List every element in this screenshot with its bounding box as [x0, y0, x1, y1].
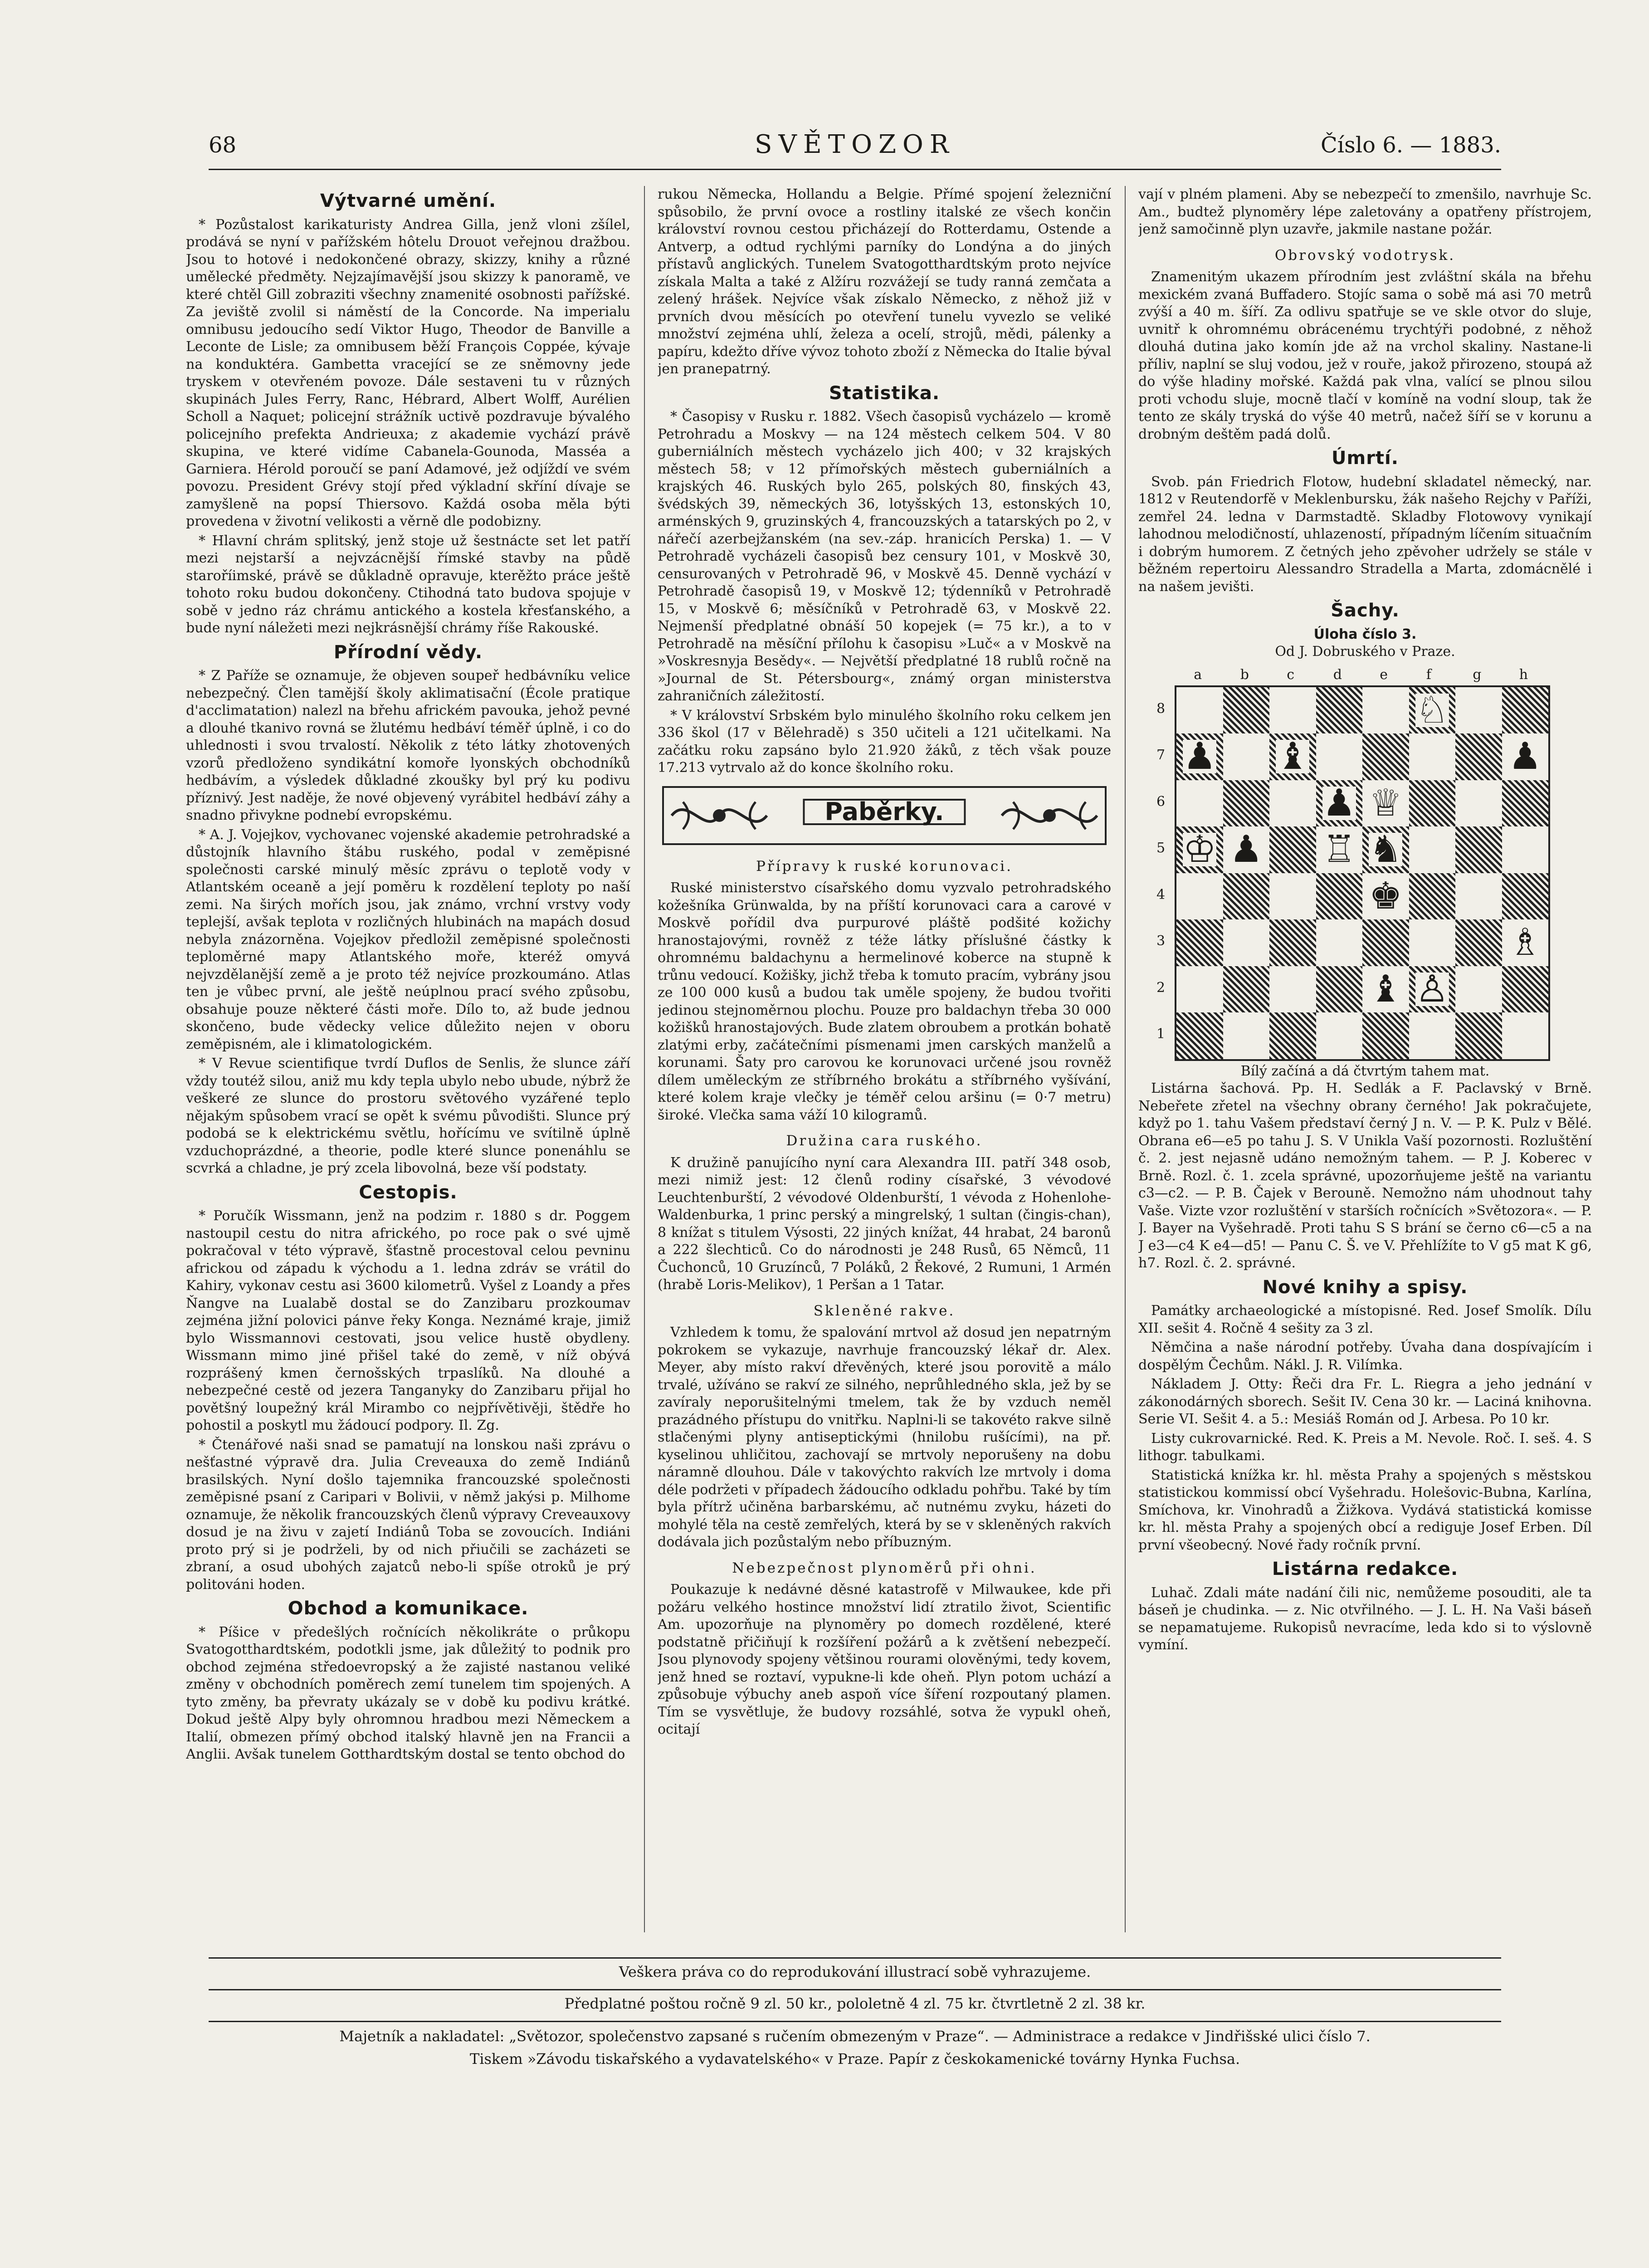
board-square: [1455, 780, 1502, 827]
board-square: [1269, 1012, 1316, 1059]
rank-label: 3: [1156, 933, 1166, 949]
column-middle: [658, 186, 1111, 1946]
file-label: a: [1194, 666, 1202, 683]
article-paragraph: Památky archaeologické a místopisné. Red. Josef Smolík. Dílu XII. sešit 4. Ročně 4 sešity za 3 zl.: [1138, 1303, 1592, 1336]
board-square: [1455, 687, 1502, 734]
rank-label: 1: [1156, 1026, 1166, 1042]
section-heading: Skleněné rakve.: [813, 1302, 956, 1319]
board-square: [1316, 687, 1363, 734]
chess-piece-icon: ♟: [1322, 781, 1356, 825]
board-square: [1269, 873, 1316, 920]
article-paragraph: Nákladem J. Otty: Řeči dra Fr. L. Riegra a jeho jednání v zákonodárných sborech. Sešit IV. Cena 30 kr. — Laciná knihovna. Serie VI. Sešit 4. a 5.: Mesiáš Román od J. Arbesa. Po 10 kr.: [1138, 1376, 1592, 1427]
file-label: f: [1426, 666, 1431, 683]
publisher-info: Majetník a nakladatel: „Světozor, společenstvo zapsané s ručením obmezeným v Praze“. — Administrace a redakce v Jindřišské ulici číslo 7.: [339, 2028, 1371, 2045]
printer-info: Tiskem »Závodu tiskařského a vydavatelského« v Praze. Papír z českokamenické továrny Hynka Fuchsa.: [469, 2050, 1240, 2068]
article-paragraph: Poukazuje k nedávné děsné katastrofě v Milwaukee, kde při požáru velkého hostince množství lidí ztratilo život, Scientific Am. upozorňuje na plynoměry po domech rozdělené, které podstatně přičiňují k rozšíření požárů a k zvětšení nebezpečí. Jsou plynovody spojeny většinou rourami olověnými, tedy kovem, jenž hned se roztaví, vypukne-li kde oheň. Plyn potom uchází a způsobuje výbuchy aneb aspoň více šíření rozpoutaný plamen. Tím se vysvětluje, že budovy rozsáhlé, sotva že vypukl oheň, ocitají: [658, 1582, 1111, 1737]
page-header: [209, 132, 1501, 164]
rank-label: 7: [1156, 747, 1166, 763]
board-square: [1316, 873, 1363, 920]
article-paragraph: Znamenitým ukazem přírodním jest zvláštní skála na břehu mexickém zvaná Buffadero. Stojíc sama o sobě má asi 70 metrů zvýší a 40 m. šíří. Za odlivu spatřuje se ve skle otvor do sluje, uvnitř k ohromnému obrácenému trychtýři podobné, z něhož dlouhá dutina jako komín jde až na vrchol skaliny. Nastane-li příliv, naplní se sluj vodou, jež v rouře, jakož přirozeno, stoupá až do výše hladiny mořské. Každá pak vlna, valící se plnou silou proti vchodu sluje, mocně tlačí v komíně na vodní sloup, tak že tento ze skály tryská do výše 40 metrů, načež šíří se v korunu a drobným deštěm padá dolů.: [1138, 269, 1592, 442]
section-heading: Přípravy k ruské korunovaci.: [756, 858, 1013, 875]
rank-label: 6: [1156, 793, 1166, 810]
board-square: [1316, 919, 1363, 966]
article-paragraph: Vzhledem k tomu, že spalování mrtvol až dosud jen nepatrným pokrokem se vykazuje, navrhuje francouzský lékař dr. Alex. Meyer, aby místo rakví dřevěných, které jsou porovitě a málo trvalé, užíváno se rakví ze silného, neprůhledného skla, jež by se zavíraly neporušitelnými tmelem, tak že by vzduch neměl prazádného přístupu do vnitřku. Naplni-li se takovéto rakve silně stlačenými plyny antiseptickými (hnilobu rušícími), na př. kyselinou uhličitou, zachovají se mrtvoly neporušeny na dobu náramně dlouhou. Dále v takovýchto rakvích lze mrtvoly i doma déle podržeti v případech žádoucího odkladu pohřbu. Také by tím byla přítrž učiněna barbarskému, ač nutnému zvyku, házeti do mohylé těla na cestě zemřelých, která by se v skleněných rakvích dodávala jich pozůstalým nebo příbuzným.: [658, 1325, 1111, 1550]
board-square: [1223, 873, 1270, 920]
section-heading: Přírodní vědy.: [333, 641, 483, 663]
chess-piece-icon: ♝: [1369, 967, 1402, 1011]
board-square: [1362, 687, 1409, 734]
issue-number: Číslo 6. — 1883.: [1321, 132, 1501, 158]
board-square: [1269, 826, 1316, 873]
board-square: [1362, 1012, 1409, 1059]
board-square: [1409, 1012, 1456, 1059]
article-paragraph: Svob. pán Friedrich Flotow, hudební skladatel německý, nar. 1812 v Reutendorfě v Meklenbursku, žák našeho Rejchy v Paříži, zemřel 24. ledna v Darmstadtě. Skladby Flotowovy vynikají lahodnou melodičností, uhlazeností, případným líčením situačním i dobrým humorem. Z četných jeho zpěvoher udržely se stále v běžném repertoiru Alessandro Stradella a Marta, zdomácnělé i na našem jevišti.: [1138, 474, 1592, 595]
article-paragraph: vají v plném plameni. Aby se nebezpečí to zmenšilo, navrhuje Sc. Am., budtež plynoměry lépe zaletovány a opatřeny přístrojem, jenž samočinně plyn uzavře, jakmile nastane požár.: [1138, 186, 1592, 237]
article-paragraph: Ruské ministerstvo císařského domu vyzvalo petrohradského kožešníka Grünwalda, by na příští korunovaci cara a carové v Moskvě pořídil dva purpurové pláště podšité kožichy hranostajovými, rovněž z téže látky příslušné částky k ohromnému baldachynu a hermelinové koberce na stupně k trůnu vedoucí. Kožišky, jichž třeba k tomuto pracím, vybrány jsou ze 100 000 kusů a budou tak uměle spojeny, že budou tvořiti jedinou stejnoměrnou plochu. Pouze pro baldachyn třeba 30 000 kožišků hranostajových. Bude zlatem obroubem a protkán bohatě zlatými erby, začátečními písmenami jmen carských manželů a korunami. Šaty pro carovou ke korunovaci určené jsou rovněž dílem uměleckým ze stříbrného brokátu a stříbrného vyšívání, které kolem kraje vlečky je téměř celou aršinu (= 0·7 metru) široké. Vlečka sama váží 10 kilogramů.: [658, 880, 1111, 1123]
file-label: e: [1380, 666, 1388, 683]
chess-piece-icon: ♝: [1276, 735, 1309, 778]
board-square: [1269, 687, 1316, 734]
chess-board: [1175, 685, 1550, 1061]
chess-diagram: [1138, 664, 1592, 1063]
section-heading: Obrovský vodotrysk.: [1274, 247, 1456, 264]
board-square: [1316, 1012, 1363, 1059]
article-paragraph: Listárna šachová. Pp. H. Sedlák a F. Paclavský v Brně. Nebeřete zřetel na všechny obrany černého! Jak pokračujete, když po 1. tahu Vašem představí černý J n. V. — P. K. Pulz v Bělé. Obrana e6—e5 po tahu J. S. V Unikla Vaší pozornosti. Rozluštění č. 2. jest nejasně udáno nemožným tahem. — P. J. Koberec v Brně. Rozl. č. 1. zcela správné, upozorňujeme ještě na variantu c3—c2. — P. B. Čajek v Berouně. Nemožno nám uhodnout tahy Vaše. Vizte vzor rozluštění v starších ročnících »Světozora«. — P. J. Bayer na Vyšehradě. Proti tahu S S brání se černo c6—c5 a na J e3—c4 K e4—d5! — Panu C. Š. ve V. Přehlížíte to V g5 mat K g6, h7. Rozl. č. 2. správné.: [1138, 1080, 1592, 1271]
board-square: [1409, 826, 1456, 873]
chess-piece-icon: ♖: [1322, 828, 1356, 871]
board-square: [1409, 873, 1456, 920]
chess-piece-icon: ♞: [1369, 828, 1402, 871]
footer-rule: [209, 2021, 1501, 2022]
board-square: [1409, 780, 1456, 827]
board-square: [1502, 873, 1549, 920]
board-square: [1176, 780, 1223, 827]
chess-piece-icon: ♟: [1183, 735, 1216, 778]
section-heading: Úmrtí.: [1332, 448, 1399, 469]
article-paragraph: * Hlavní chrám splitský, jenž stoje už šestnácte set let patří mezi nejstarší a nejvzácnější římské stavby na půdě staroříimské, právě se důkladně opravuje, kterěžto práce ještě tohoto roku budou dokončeny. Ctihodná tato budova spojuje v sobě v jedno ráz chrámu antického a kostela křesťanského, a bude nyní náležeti mezi nejkrásnější chrámy říše Rakouské.: [186, 533, 630, 636]
board-square: [1455, 966, 1502, 1013]
board-square: [1362, 733, 1409, 780]
column-left: [186, 186, 630, 1946]
board-square: [1223, 687, 1270, 734]
board-square: [1316, 966, 1363, 1013]
board-square: [1269, 919, 1316, 966]
chess-caption: Bílý začíná a dá čtvrtým tahem mat.: [1240, 1063, 1490, 1079]
board-square: [1223, 1012, 1270, 1059]
section-heading: Nebezpečnost plynoměrů při ohni.: [732, 1559, 1037, 1576]
subscription-info: Předplatné poštou ročně 9 zl. 50 kr., pololetně 4 zl. 75 kr. čtvrtletně 2 zl. 38 kr.: [564, 1995, 1146, 2012]
ornament-icon: [1000, 792, 1099, 839]
section-heading: Nové knihy a spisy.: [1262, 1276, 1468, 1298]
column-right: [1138, 186, 1592, 1946]
file-label: g: [1473, 666, 1482, 683]
article-paragraph: * V Revue scientifique tvrdí Duflos de Senlis, že slunce září vždy toutéž silou, aniž mu kdy tepla ubylo nebo ubude, nýbrž že veškeré ze slunce do prostoru světového vyzářené teplo nějakým spůsobem vrací se opět k svému původišti. Slunce prý podobá se k elektrickému světlu, hořícímu ve svítilně úplně vzduchoprázdné, a theorie, podle které slunce ponenáhlu se scvrká a chladne, je prý zcela libovolná, beze vší podstaty.: [186, 1056, 630, 1176]
board-square: [1455, 1012, 1502, 1059]
column-divider: [644, 186, 645, 1932]
page-number: 68: [209, 132, 237, 158]
article-paragraph: Listy cukrovarnické. Red. K. Preis a M. Nevole. Roč. I. seš. 4. S lithogr. tabulkami.: [1138, 1430, 1592, 1464]
section-heading: Obchod a komunikace.: [288, 1598, 529, 1619]
article-paragraph: * V království Srbském bylo minulého školního roku celkem jen 336 škol (17 v Bělehradě) s 350 učiteli a 121 učitelkami. Na začátku roku zapsáno bylo 21.920 žáků, z těch však pouze 17.213 vytrvalo až do konce školního roku.: [658, 707, 1111, 776]
board-square: [1223, 780, 1270, 827]
article-paragraph: * Časopisy v Rusku r. 1882. Všech časopisů vycházelo — kromě Petrohradu a Moskvy — na 124 městech celkem 504. V 80 guberniálních městech vycházelo jich 400; v 32 krajských městech 58; v 12 přímořských městech guberniálních a krajských 46. Ruských bylo 265, polských 80, finských 43, švédských 39, německých 36, lotyšských 13, estonských 10, arménských 9, gruzinských 4, francouzských a tatarských po 2, v nářečí azerbejžanském (na sev.-záp. hranicích Perska) 1. — V Petrohradě vycházeli časopisů bez censury 101, v Moskvě 30, censurovaných v Petrohradě 96, v Moskvě 45. Denně vychází v Petrohradě časopisů 19, v Moskvě 12; týdenníků v Petrohradě 15, v Moskvě 6; měsíčníků v Petrohradě 63, v Moskvě 22. Nejmenší předplatné obnáší 50 kopejek (= 75 kr.), a to v Petrohradě na měsíční přílohu k časopisu »Luč« a v Moskvě na »Voskresnyja Besědy«. — Největší předplatné 18 rublů ročně na »Journal de St. Pétersbourg«, známý organ ministerstva zahraničních záležitostí.: [658, 409, 1111, 704]
rank-label: 8: [1156, 700, 1166, 717]
board-square: [1176, 1012, 1223, 1059]
board-square: [1176, 687, 1223, 734]
chess-piece-icon: ♟: [1229, 828, 1263, 871]
chess-problem-title: Úloha číslo 3.: [1313, 626, 1417, 642]
article-paragraph: * A. J. Vojejkov, vychovanec vojenské akademie petrohradské a důstojník hlavního štábu ruského, podal v zeměpisné společnosti carské minulý měsíc zprávu o teplotě vody v Atlantském oceaně a její poměru k rozdělení teploty po naší zemi. Na širých mořích jsou, jak známo, vrchní vrstvy vody teplejší, avšak teplota v rozličných hlubinách na mapách dosud nebyla znázorněna. Vojejkov předložil zeměpisné společnosti teploměrné mapy Atlantského moře, kteréž omyvá nejvzdělanější země a je proto též nejvíce prozkoumáno. Atlas ten je vůbec první, ale ještě neúplnou prací svého způsobu, obsahuje pouze některé části moře. Dílo to, až bude jednou skončeno, bude vědecky velice důležito nejen v oboru zeměpisném, ale i klimatologickém.: [186, 826, 630, 1052]
board-square: [1223, 919, 1270, 966]
board-square: [1409, 733, 1456, 780]
rank-label: 2: [1156, 979, 1166, 996]
file-label: c: [1287, 666, 1295, 683]
board-square: [1223, 966, 1270, 1013]
masthead: SVĚTOZOR: [755, 130, 955, 159]
section-heading: Šachy.: [1331, 600, 1400, 621]
chess-piece-icon: ♟: [1508, 735, 1542, 778]
article-paragraph: * Čtenářové naši snad se pamatují na lonskou naši zprávu o nešťastné výpravě dra. Julia Creveauxa do země Indiánů brasilských. Nyní došlo tajemnika francouzské společnosti zeměpisné psaní z Caripari v Bolivii, v němž jakýsi p. Milhome oznamuje, že několik francouzských členů výpravy Creveauxovy dosud je na živu v zajetí Indiánů Toba se zovoucích. Indiáni proto prý si je podrželi, by od nich přiučili se zacházeti se zbraní, a osud ubohých zajatců nebo-li spíše otroků je prý politováni hoden.: [186, 1437, 630, 1593]
section-heading: Listárna redakce.: [1272, 1559, 1459, 1579]
article-paragraph: K družině panujícího nyní cara Alexandra III. patří 348 osob, mezi nimiž jest: 12 členů rodiny císařské, 3 vévodové Leuchtenburští, 2 vévodové Oldenburští, 1 vévoda z Hohenlohe-Waldenburka, 1 princ perský a mingrelský, 1 sultan (čingis-chan), 8 knížat s titulem Výsosti, 22 jiných knížat, 44 hrabat, 24 baronů a 222 šlechticů. Co do národnosti je 248 Rusů, 65 Němců, 11 Čuchonců, 10 Gruzínců, 7 Poláků, 2 Řekové, 2 Rumuni, 1 Armén (hrabě Loris-Melikov), 1 Peršan a 1 Tatar.: [658, 1154, 1111, 1293]
section-heading: Cestopis.: [359, 1182, 458, 1203]
chess-problem-author: Od J. Dobruského v Praze.: [1275, 644, 1455, 660]
paberky-banner: [662, 786, 1107, 845]
board-square: [1502, 780, 1549, 827]
section-heading: Statistika.: [829, 382, 940, 404]
board-square: [1362, 919, 1409, 966]
board-square: [1502, 687, 1549, 734]
board-square: [1502, 1012, 1549, 1059]
article-paragraph: * Z Paříže se oznamuje, že objeven soupeř hedbávníku velice nebezpečný. Člen tamější školy aklimatisační (École pratique d'acclimatation) nalezl na břehu africkém pavouka, jehož pevné a dlouhé tkanivo rovná se žlutému hedbáví téměř úplně, i co do uhlednosti i svou trvalostí. Několik z této látky zhotovených vzorů předloženo syndikátní komoře lyonských obchodníků hedbávím, a výsledek důkladné zkoušky byl prý ku podivu příznivý. Jest naděje, že nové objevený vyrábitel hedbáví záhy a snadno přivykne podnebí evropskému.: [186, 668, 630, 823]
chess-piece-icon: ♕: [1369, 781, 1402, 825]
board-square: [1316, 733, 1363, 780]
header-rule: [209, 169, 1501, 170]
footer-rule: [209, 1989, 1501, 1990]
chess-piece-icon: ♙: [1415, 967, 1449, 1011]
banner-title: Paběrky.: [803, 799, 966, 826]
rights-notice: Veškera práva co do reprodukování illustrací sobě vyhrazujeme.: [619, 1963, 1091, 1980]
footer-rule: [209, 1957, 1501, 1959]
board-square: [1409, 919, 1456, 966]
article-paragraph: * Píšice v předešlých ročnících několikráte o průkopu Svatogotthardtském, podotkli jsme, jak důležitý to podnik pro obchod zejména středoevropský a že zajisté nastanou veliké změny v obchodních poměrech zemí tunelem tim spojených. A tyto změny, ba převraty ukázaly se v době ku podivu krátké. Dokud ještě Alpy byly ohromnou hradbou mezi Německem a Italií, obmezen přímý obchod italský hlavně jen na Francii a Anglii. Avšak tunelem Gotthardtským dostal se tento obchod do: [186, 1624, 630, 1762]
chess-piece-icon: ♘: [1415, 688, 1449, 732]
article-paragraph: Němčina a naše národní potřeby. Úvaha dana dospívajícím i dospělým Čechům. Nákl. J. R. Vilímka.: [1138, 1339, 1592, 1373]
article-paragraph: Statistická knížka kr. hl. města Prahy a spojených s městskou statistickou kommissí obcí Vyšehradu. Holešovic-Bubna, Karlína, Smíchova, kr. Vinohradů a Žižkova. Vydává statistická komisse kr. hl. města Prahy a spojených obcí a rediguje Josef Erben. Díl první všeobecný. Nové řady ročník první.: [1138, 1467, 1592, 1553]
board-square: [1176, 966, 1223, 1013]
board-square: [1502, 966, 1549, 1013]
board-square: [1269, 780, 1316, 827]
file-label: b: [1240, 666, 1249, 683]
board-square: [1269, 966, 1316, 1013]
rank-label: 5: [1156, 840, 1166, 856]
ornament-icon: [669, 792, 769, 839]
article-paragraph: Luhač. Zdali máte nadání čili nic, nemůžeme posouditi, ale ta báseň je chudinka. — z. Nic otvřilného. — J. L. H. Na Vaši báseň se nepamatujeme. Rukopisů nevracíme, leda kdo si to výslovně vymíní.: [1138, 1584, 1592, 1653]
board-square: [1223, 733, 1270, 780]
article-paragraph: * Poručík Wissmann, jenž na podzim r. 1880 s dr. Poggem nastoupil cestu do nitra afrického, po roce pak o své ujmě pokračoval v této výpravě, šťastně procestoval celou pevninu africkou od západu k východu a 1. ledna zdráv se vrátil do Kahiry, vykonav cestu asi 3600 kilometrů. Vyšel z Loandy a přes Ňangve na Lualabě dostal se do Zanzibaru prozkoumav zejména jižní polovici pánve řeky Konga. Neznámé kraje, jimiž bylo Wissmannovi cestovati, jsou velice hustě obydleny. Wissmann mimo jiné přišel také do země, v níž obývá rozprášený kmen černošských trpaslíků. Na dlouhé a nebezpečné cestě od jezera Tanganyky do Zanzibaru přijal ho povětšný loupežný král Mirambo co nejpřívětivěji, štědře ho pohostil a poskytl mu žádoucí podpory. Il. Zg.: [186, 1208, 630, 1433]
section-heading: Výtvarné umění.: [320, 191, 497, 211]
board-square: [1455, 873, 1502, 920]
board-square: [1176, 873, 1223, 920]
chess-piece-icon: ♗: [1508, 921, 1542, 964]
chess-piece-icon: ♔: [1183, 828, 1216, 871]
section-heading: Družina cara ruského.: [786, 1133, 983, 1149]
board-square: [1455, 826, 1502, 873]
chess-piece-icon: ♚: [1369, 874, 1402, 918]
board-square: [1455, 733, 1502, 780]
board-square: [1176, 919, 1223, 966]
board-square: [1455, 919, 1502, 966]
file-label: d: [1333, 666, 1342, 683]
column-divider: [1125, 186, 1126, 1932]
article-paragraph: rukou Německa, Hollandu a Belgie. Přímé spojení železniční spůsobilo, že první ovoce a rostliny italské ze všech končin království rovnou cestou přicházejí do Rotterdamu, Ostende a Antverp, a odtud rychlými parníky do Londýna a do jiných přístavů anglických. Tunelem Svatogotthardtským proto nejvíce získala Malta a také z Alžíru rozvážejí se tudy ranná zemčata a zelený hrášek. Nejvíce však získalo Německo, z něhož již v prvních dvou měsících po otevření tunelu vyvezlo se veliké množství zejména uhlí, železa a ocelí, strojů, mědi, pálenky a papíru, kdežto dříve vývoz tohoto zboží z Německa do Italie býval jen pranepatrný.: [658, 186, 1111, 377]
rank-label: 4: [1156, 886, 1166, 903]
board-square: [1502, 826, 1549, 873]
file-label: h: [1519, 666, 1528, 683]
article-paragraph: * Pozůstalost karikaturisty Andrea Gilla, jenž vloni zšílel, prodává se nyní v pařížském hôtelu Drouot veřejnou dražbou. Jsou to hotové i nedokončené obrazy, skizzy, knihy a různé umělecké předměty. Nejzajímavější jsou skizzy k panoramě, ve které chtěl Gill zobraziti všechny znamenité osobnosti pařížské. Za jeviště zvolil si náměstí de la Concorde. Na imperialu omnibusu jedoucího sedí Viktor Hugo, Theodor de Banville a Leconte de Lisle; za omnibusem běží François Coppée, kývaje na konduktéra. Gambetta vracející se ze sněmovny jede tryskem v otevřeném povoze. Dále sestaveni tu v různých skupinách Jules Ferry, Ranc, Hébrard, Albert Wolff, Aurélien Scholl a Naquet; policejní strážník uctivě pozdravuje bývalého policejního prefekta Andrieuxa; z akademie vychází právě skupina, ve které vidíme Cabanela-Gounoda, Masséa a Garniera. Hérold poroučí se paní Adamové, jež odjíždí ve svém povozu. President Grévy stojí před výkladní skříní dívaje se zamyšleně na popsí Thiersovo. Každá osoba měla býti provedena v životní velikosti a věrně dle podobizny.: [186, 216, 630, 529]
